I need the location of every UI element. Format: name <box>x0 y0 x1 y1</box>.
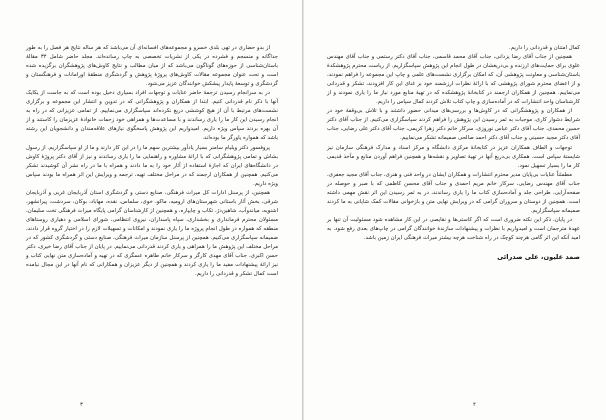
signature: صمد علیون، علی صدرائی <box>497 253 580 262</box>
right-paragraph-3: از همکاران و پژوهشگرانی که در کاوش‌ها و بررسی‌های میدانی حضور داشتند و با تلاش بی‌وقفهٔ خود در شرایط دشوار کاری، موجبات به ثمر رسیدن این پژوهش را فراهم کردند سپاسگزاری می‌کنیم. از جناب آقای دکتر حسین محمدی، جناب آقای دکتر عباس نوروزی، سرکار خانم دکتر زهرا کریمی، جناب آقای دکتر علی رضایی، جناب آقای دکتر مجید حسینی و جناب آقای دکتر احمد صالحی صمیمانه تشکر می‌نماییم. <box>327 108 580 142</box>
right-paragraph-6: در پایان، ذکر این نکته ضروری است که اگر کاستی‌ها و نقایصی در این کار مشاهده شود مسئولیت آن تنها بر عهدهٔ مترجمان است و امیدواریم با نظرات و پیشنهادات سازندهٔ خوانندگان گرامی در چاپ‌های بعدی رفع شود. به امید آنکه این اثر گامی هرچند کوچک در راه شناخت هرچه بیشتر میراث فرهنگی ایران زمین باشد. <box>327 216 580 241</box>
right-page <box>303 0 606 420</box>
right-paragraph-1: کمال امتنان و قدردانی را داریم. <box>509 45 580 51</box>
left-page-number: ۳ <box>80 402 83 408</box>
left-paragraph-2: در به سرانجام رسیدن ترجمهٔ حاضر عنایات و توجهات افراد بسیاری دخیل بوده است که به جاست از یکایک آنها با ذکر نام قدردانی کنیم. ابتدا از همکاران و پژوهشگرانی که در تدوین و انتشار این مجموعه و برگزاری نشست‌های مرتبط با آن از هیچ کوششی دریغ نکرده‌اند سپاسگزاری می‌نماییم. از تمامی عزیزانی که در راه به انجام رسیدن این کار ما را یاری رساندند و با مساعدت‌ها و همراهی خود زحمات خانوادهٔ عزیزمان را کاستند و از آن بهره بردند سپاس ویژه داریم. امیدواریم این پژوهش پاسخگوی نیازهای علاقه‌مندان و دانشجویان این رشته باشد که همواره یاورگر ما بوده‌اند. <box>26 90 278 142</box>
right-paragraph-4: توجهات و الطاف همکاران عزیز در کتابخانهٔ مرکزی دانشگاه و مرکز اسناد و مدارک فرهنگی سازمان نیز شایستهٔ سپاس است. همکاری بی‌دریغ آنها در تهیهٔ تصاویر و نقشه‌ها و همچنین فراهم آوردن منابع و مآخذ قدیمی کار ما را بسیار تسهیل نمود. <box>327 144 580 169</box>
book-gutter <box>302 0 304 420</box>
right-paragraph-5: مطمئناً عنایات بی‌پایان مدیر محترم انتشارات و همکاران ایشان در واحد فنی و هنری، جناب آقای مجید جعفری، جناب آقای مهندس رضایی، سرکار خانم مریم احمدی و جناب آقای محسن کاظمی که با صبر و حوصله در صفحه‌آرایی، طراحی جلد و آماده‌سازی کتاب ما را یاری رساندند، در به ثمر رسیدن این اثر نقش مهمی داشته است. همچنین از دوستان و سروران گرامی که در ویرایش نهایی متن و بازخوانی مقالات کمک شایانی به ما کردند صمیمانه سپاسگزاریم. <box>327 171 580 214</box>
left-paragraph-3: پروفسور دکتر ویلیام سامنر بسیار یادآور بیشترین سهم ما را در این کار دارند و ما از او سپاسگزاریم. از رسول بشاش و تمامی پژوهشگرانی که با ارائهٔ مشاوره و راهنمایی ما را یاری رساندند و نیز از آقای دکتر پروژهٔ کاوش در دانشگاه‌های ایران که اجازهٔ استفاده از آثار خود را به ما دادند و همراه با ما در راه نشر آن کوشیدند تشکر می‌کنیم. همچنین از همکاران ارجمند که در مراحل مختلف تهیه، ترجمه و ویرایش این اثر همراه ما بودند سپاس ویژه داریم. <box>26 144 278 187</box>
right-page-number: ۴ <box>473 402 476 408</box>
left-paragraph-4: همچنین، از پرسنل ادارات کل میراث فرهنگی، صنایع دستی و گردشگری استان آذربایجان غربی و آذربایجان شرقی، بخش آثار باستانی شهرستان‌های ارومیه، ماکو، خوی، سلماس، نقده، مهاباد، بوکان، سردشت، پیرانشهر، اشنویه، میاندوآب، شاهین‌دژ، تکاب و چایپاره، و همچنین از کارشناسان گرامی پایگاه میراث فرهنگی تخت سلیمان، مسئولان محترم فرمانداری و بخشداری، سپاه پاسداران، نیروی انتظامی، شورای اسلامی و دهیاری روستاهای منطقه که همواره در طول انجام پروژه ما را یاری نمودند و امکانات و تسهیلات لازم را در اختیار گروه قرار دادند، صمیمانه سپاسگزاری می‌کنیم. همچنین از پرسنل سازمان میراث فرهنگی، صنایع دستی و گردشگری کشور که در مراحل مختلف این پژوهش ما را همراهی و یاری کردند قدردانی می‌نماییم. در پایان از جناب آقای رضا خیری، دکتر حسن اکبری، جناب آقای مهدی کارگر و سرکار خانم طاهره عسگری که در تهیه و آماده‌سازی متن نهایی کتاب و نیز ارائهٔ پیشنهادات مفید ما را یاری کردند و همچنین از دیگر عزیزان و همکارانی که نام آنها در این مجال نیامده است کمال تشکر و قدردانی را داریم. <box>26 189 278 278</box>
right-paragraph-2: همچنین از جناب آقای رضا یزدانی، جناب آقای محمد قاسمی، جناب آقای دکتر رستمی و جناب آقای مهندس علوی برای حمایت‌های ارزنده و بی‌دریغشان در طول انجام این پژوهش سپاسگزاریم. از ریاست محترم پژوهشکدهٔ باستان‌شناسی و معاونت پژوهشی آن، که امکان برگزاری نشست‌های علمی و چاپ این مجموعه را فراهم نمودند، و از اعضای محترم شورای پژوهشی که با ارائهٔ نظرات ارزشمند خود بر غنای این کار افزودند، تشکر و قدردانی می‌نماییم. همچنین از همکاران ارجمند در کتابخانهٔ پژوهشکده که در تهیهٔ منابع مورد نیاز ما را یاری نمودند و از کارشناسان واحد انتشارات که در آماده‌سازی و چاپ کتاب تلاش کردند کمال سپاس را داریم. <box>327 54 580 106</box>
left-paragraph-1: از بدو حضاری در تهی بلدی خسرو و مجموعه‌های افسانه‌ای آن می‌باشد که هر ساله نتایج هر فصل را به طور جداگانه و منسجم و فشرده در یکی از نشریات تخصصی به چاپ رسانده‌اند. مجلد حاضر شامل ۳۴ مقالهٔ باستان‌شناسی از حوزه‌های گوناگون می‌باشد که از میان مطالب و نتایج کاوش‌های پژوهشگران برگزیده شده است و تحت عنوان مجموعه مقالات کاوش‌های پروژهٔ پژوهش و گردشگری منطقهٔ اورامانات و فرهنگستان و گردشگری و توسعهٔ پایدار پیشکش خوانندگان عزیز می‌شود. <box>26 45 278 88</box>
